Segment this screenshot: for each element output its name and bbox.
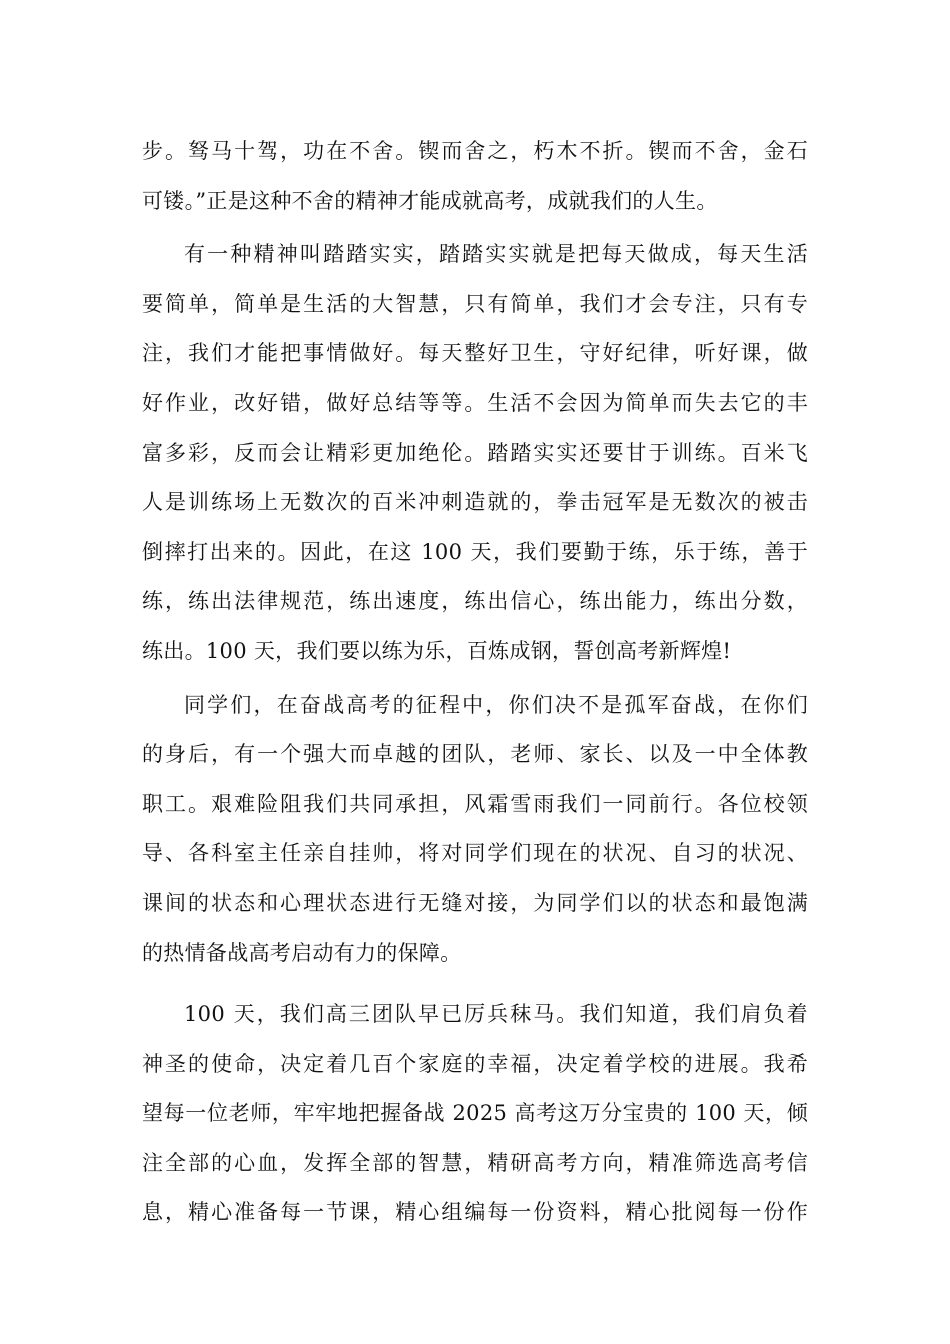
text-line: 有一种精神叫踏踏实实，踏踏实实就是把每天做成，每天生活 bbox=[184, 242, 808, 267]
text-line: 注，我们才能把事情做好。每天整好卫生，守好纪律，听好课，做 bbox=[142, 341, 808, 366]
text-line: 同学们，在奋战高考的征程中，你们决不是孤军奋战，在你们 bbox=[184, 692, 808, 717]
text-line: 富多彩，反而会让精彩更加绝伦。踏踏实实还要甘于训练。百米飞 bbox=[142, 440, 808, 465]
text-line: 注全部的心血，发挥全部的智慧，精研高考方向，精准筛选高考信 bbox=[142, 1150, 808, 1175]
text-line: 可镂。”正是这种不舍的精神才能成就高考，成就我们的人生。 bbox=[142, 188, 718, 213]
text-line: 倒摔打出来的。因此，在这 100 天，我们要勤于练，乐于练，善于 bbox=[142, 539, 808, 564]
text-line: 100 天，我们高三团队早已厉兵秣马。我们知道，我们肩负着 bbox=[184, 1002, 808, 1027]
text-line: 的热情备战高考启动有力的保障。 bbox=[142, 940, 462, 965]
text-line: 好作业，改好错，做好总结等等。生活不会因为简单而失去它的丰 bbox=[142, 390, 808, 415]
text-line: 职工。艰难险阻我们共同承担，风霜雪雨我们一同前行。各位校领 bbox=[142, 791, 808, 816]
text-line: 的身后，有一个强大而卓越的团队，老师、家长、以及一中全体教 bbox=[142, 742, 808, 767]
document-body bbox=[142, 127, 808, 1238]
text-line: 要简单，简单是生活的大智慧，只有简单，我们才会专注，只有专 bbox=[142, 291, 808, 316]
text-line: 课间的状态和心理状态进行无缝对接，为同学们以的状态和最饱满 bbox=[142, 890, 808, 915]
text-line: 练出。100 天，我们要以练为乐，百炼成钢，誓创高考新辉煌! bbox=[142, 638, 732, 663]
text-line: 练，练出法律规范，练出速度，练出信心，练出能力，练出分数， bbox=[142, 589, 808, 614]
text-line: 导、各科室主任亲自挂帅，将对同学们现在的状况、自习的状况、 bbox=[142, 841, 808, 866]
text-line: 望每一位老师，牢牢地把握备战 2025 高考这万分宝贵的 100 天，倾 bbox=[142, 1101, 808, 1126]
text-line: 步。驽马十驾，功在不舍。锲而舍之，朽木不折。锲而不舍，金石 bbox=[142, 139, 808, 163]
text-line: 神圣的使命，决定着几百个家庭的幸福，决定着学校的进展。我希 bbox=[142, 1051, 808, 1076]
text-line: 息，精心准备每一节课，精心组编每一份资料，精心批阅每一份作 bbox=[142, 1200, 808, 1225]
text-line: 人是训练场上无数次的百米冲刺造就的，拳击冠军是无数次的被击 bbox=[142, 490, 808, 515]
